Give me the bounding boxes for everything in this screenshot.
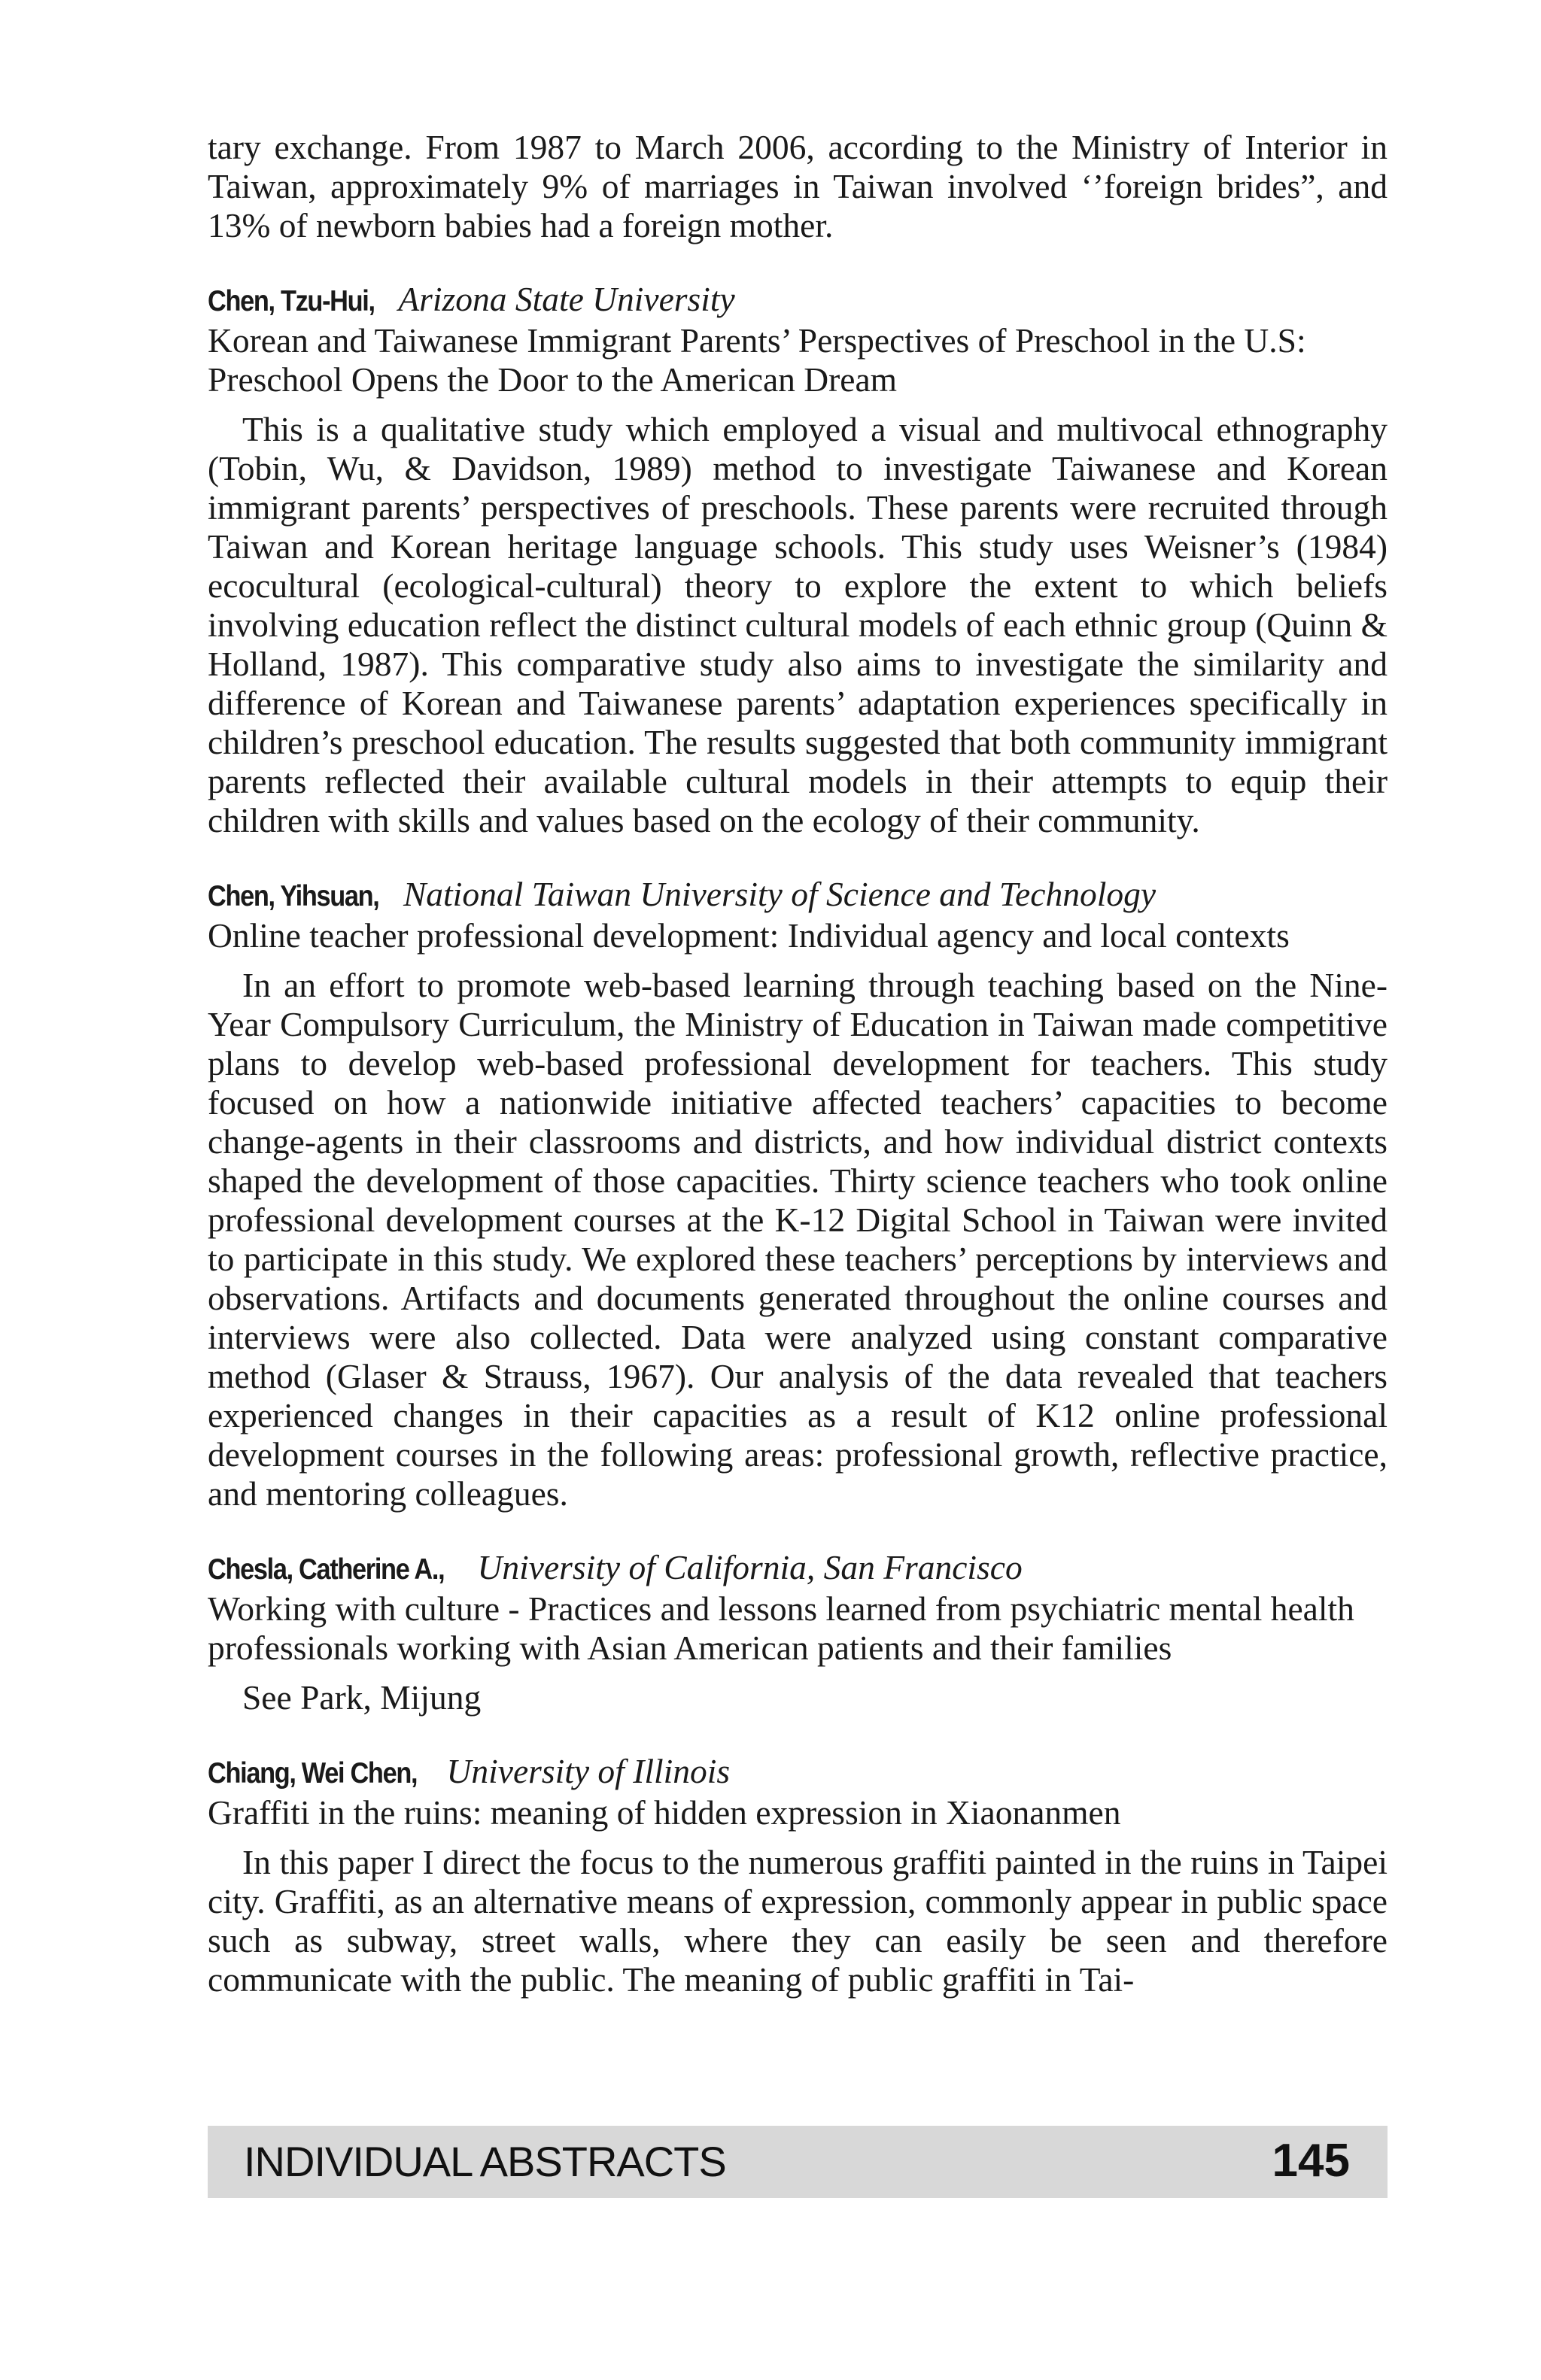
entry-header bbox=[208, 875, 1388, 916]
author-affiliation: National Taiwan University of Science and Technology bbox=[403, 875, 1157, 913]
abstract-entry bbox=[208, 875, 1388, 1513]
author-name: Chiang, Wei Chen, bbox=[208, 1757, 418, 1790]
abstract-title: Korean and Taiwanese Immigrant Parents’ Perspectives of Preschool in the U.S: Preschool Opens the Door to the American Dream bbox=[208, 321, 1306, 399]
author-affiliation: University of California, San Francisco bbox=[477, 1548, 1023, 1586]
abstract-entry bbox=[208, 1548, 1388, 1717]
abstract-title: Graffiti in the ruins: meaning of hidden expression in Xiaonanmen bbox=[208, 1793, 1121, 1832]
author-name: Chen, Yihsuan, bbox=[208, 880, 379, 912]
section-label: INDIVIDUAL ABSTRACTS bbox=[244, 2138, 726, 2185]
entry-header bbox=[208, 280, 1388, 321]
abstract-entry bbox=[208, 1752, 1388, 1999]
abstract-body: This is a qualitative study which employed a visual and multivocal ethnography (Tobin, Wu, & Davidson, 1989) method to investigate Taiwanese and Korean immigrant parents’ perspectives of preschools. These parents were recruited through Taiwan and Korean heritage language schools. This study uses Weisner’s (1984) ecocultural (ecological-cultural) theory to explore the extent to which beliefs involving education reflect the distinct cultural models of each ethnic group (Quinn & Holland, 1987). This comparative study also aims to investigate the similarity and difference of Korean and Taiwanese parents’ adaptation experiences specifically in children’s preschool education. The results suggested that both community immigrant parents reflected their available cultural models in their attempts to equip their children with skills and values based on the ecology of their community. bbox=[208, 410, 1388, 839]
abstract-title: Online teacher professional development: Individual agency and local contexts bbox=[208, 916, 1290, 955]
entry-header bbox=[208, 1548, 1388, 1589]
abstract-title: Working with culture - Practices and lessons learned from psychiatric mental health professionals working with Asian American patients and their families bbox=[208, 1589, 1354, 1667]
abstract-body: In an effort to promote web-based learning through teaching based on the Nine-Year Compulsory Curriculum, the Ministry of Education in Taiwan made competitive plans to develop web-based professional development for teachers. This study focused on how a nationwide initiative affected teachers’ capacities to become change-agents in their classrooms and districts, and how individual district contexts shaped the development of those capacities. Thirty science teachers who took online professional development courses at the K-12 Digital School in Taiwan were invited to participate in this study. We explored these teachers’ perceptions by interviews and observations. Artifacts and documents generated throughout the online courses and interviews were also collected. Data were analyzed using constant comparative method (Glaser & Strauss, 1967). Our analysis of the data revealed that teachers experienced changes in their capacities as a result of K12 online professional development courses in the following areas: professional growth, reflective practice, and mentoring colleagues. bbox=[208, 966, 1388, 1513]
intro-continuation-paragraph: tary exchange. From 1987 to March 2006, according to the Ministry of Interior in Taiwan, approximately 9% of marriages in Taiwan involved ‘’foreign brides”, and 13% of newborn babies had a foreign mother. bbox=[208, 128, 1388, 244]
author-name: Chen, Tzu-Hui, bbox=[208, 285, 375, 317]
abstract-body: See Park, Mijung bbox=[242, 1678, 482, 1717]
page-number: 145 bbox=[1272, 2135, 1350, 2187]
author-affiliation: University of Illinois bbox=[446, 1752, 731, 1790]
page-content bbox=[208, 128, 1388, 1999]
author-affiliation: Arizona State University bbox=[398, 280, 735, 318]
author-name: Chesla, Catherine A., bbox=[208, 1553, 445, 1586]
entry-header bbox=[208, 1752, 1388, 1793]
abstract-entry bbox=[208, 280, 1388, 840]
running-footer bbox=[208, 2126, 1388, 2198]
abstract-body: In this paper I direct the focus to the numerous graffiti painted in the ruins in Taipei city. Graffiti, as an alternative means of expression, commonly appear in public space such as subway, street walls, where they can easily be seen and therefore communicate with the public. The meaning of public graffiti in Tai- bbox=[208, 1843, 1388, 1999]
